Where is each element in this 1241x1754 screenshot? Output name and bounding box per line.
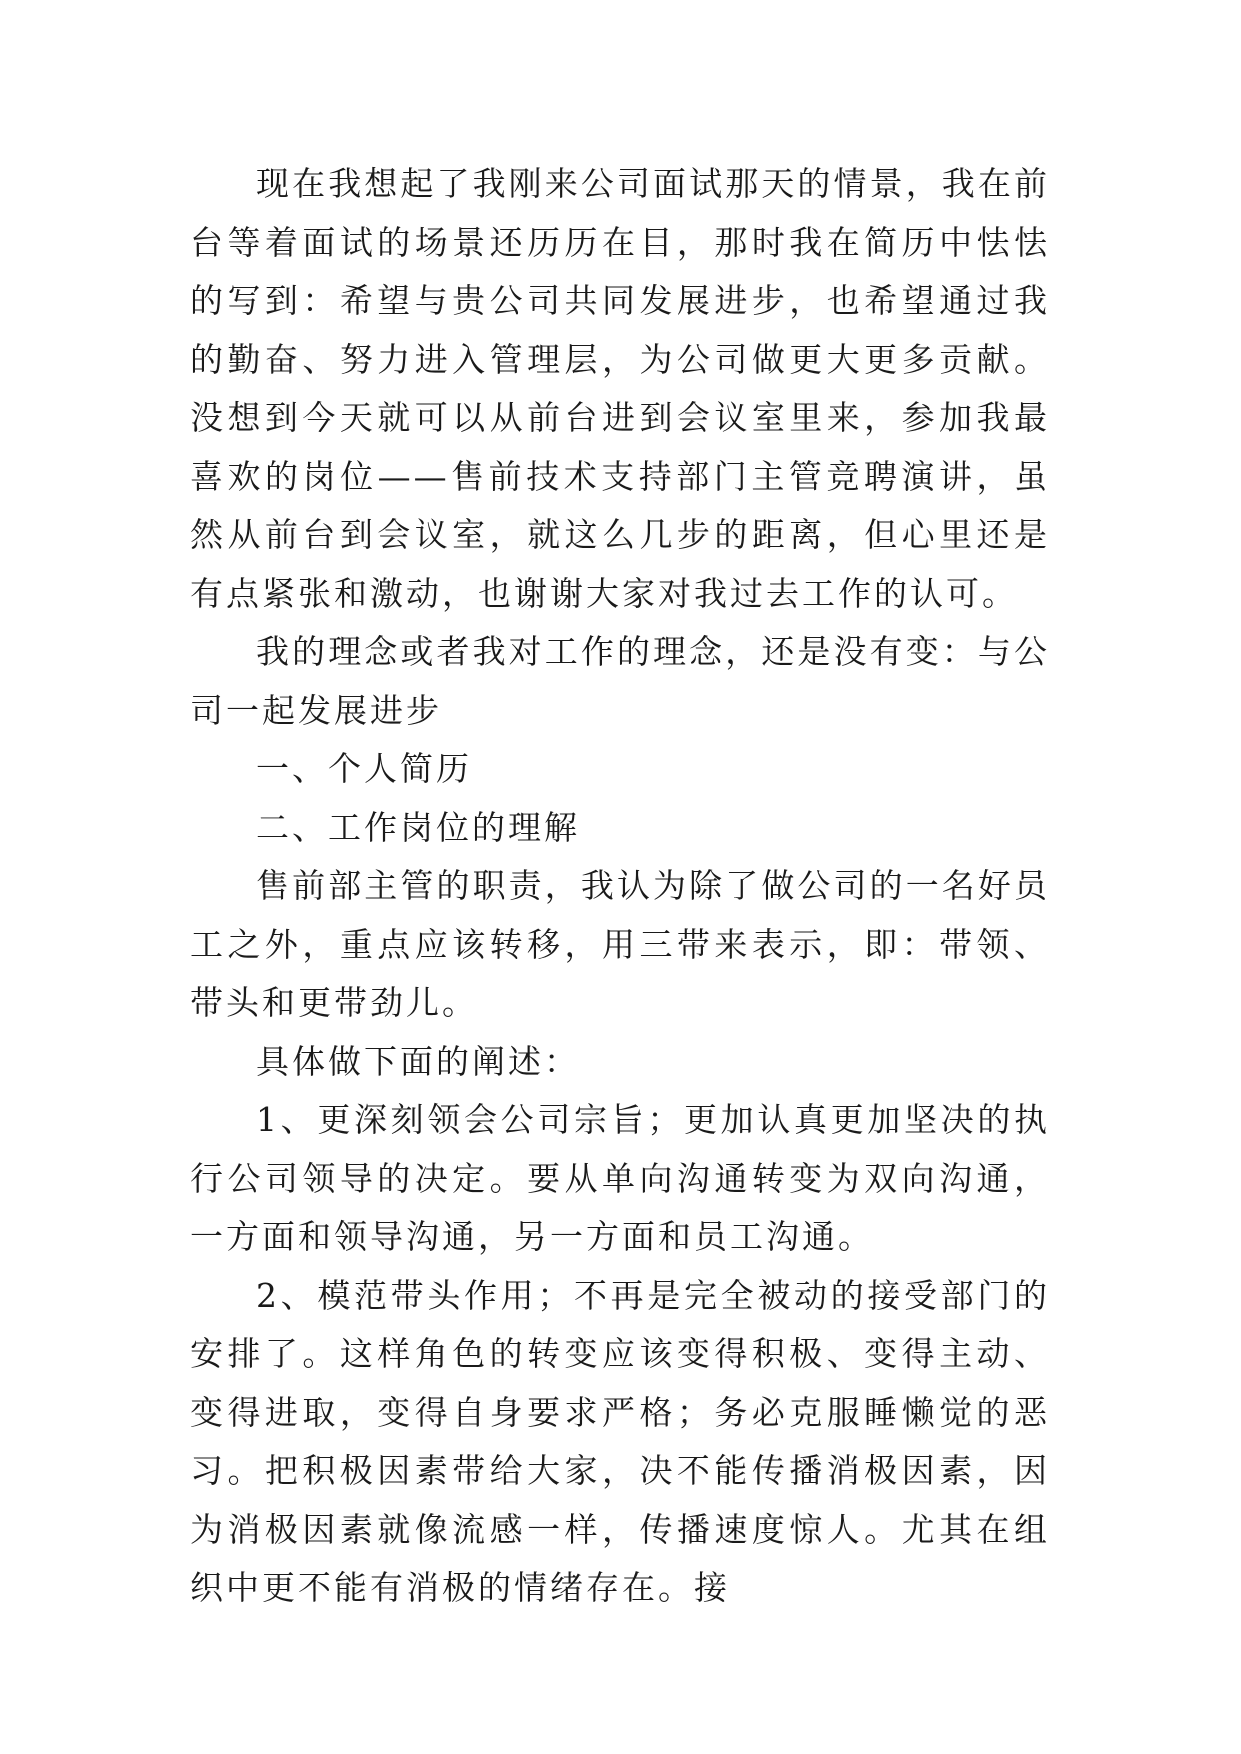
paragraph-intro: 现在我想起了我刚来公司面试那天的情景，我在前台等着面试的场景还历历在目，那时我在简历中怯怯的写到：希望与贵公司共同发展进步，也希望通过我的勤奋、努力进入管理层，为公司做更大更多贡献。没想到今天就可以从前台进到会议室里来，参加我最喜欢的岗位——售前技术支持部门主管竞聘演讲，虽然从前台到会议室，就这么几步的距离，但心里还是有点紧张和激动，也谢谢大家对我过去工作的认可。 <box>190 164 1050 613</box>
list-item-2: 2、模范带头作用；不再是完全被动的接受部门的安排了。这样角色的转变应该变得积极、变得主动、变得进取，变得自身要求严格；务必克服睡懒觉的恶习。把积极因素带给大家，决不能传播消极因素，因为消极因素就像流感一样，传播速度惊人。尤其在组织中更不能有消极的情绪存在。接 <box>190 1275 1050 1607</box>
heading-personal-resume: 一、个人简历 <box>256 749 472 788</box>
paragraph-elaboration-intro: 具体做下面的阐述： <box>256 1041 580 1081</box>
paragraph-duties: 售前部主管的职责，我认为除了做公司的一名好员工之外，重点应该转移，用三带来表示，即：带领、带头和更带劲儿。 <box>190 866 1050 1022</box>
list-item-1: 1、更深刻领会公司宗旨；更加认真更加坚决的执行公司领导的决定。要从单向沟通转变为双向沟通，一方面和领导沟通，另一方面和员工沟通。 <box>190 1100 1050 1256</box>
paragraph-philosophy: 我的理念或者我对工作的理念，还是没有变：与公司一起发展进步 <box>190 632 1050 730</box>
heading-job-understanding: 二、工作岗位的理解 <box>256 807 580 847</box>
document-body <box>190 155 1050 1618</box>
